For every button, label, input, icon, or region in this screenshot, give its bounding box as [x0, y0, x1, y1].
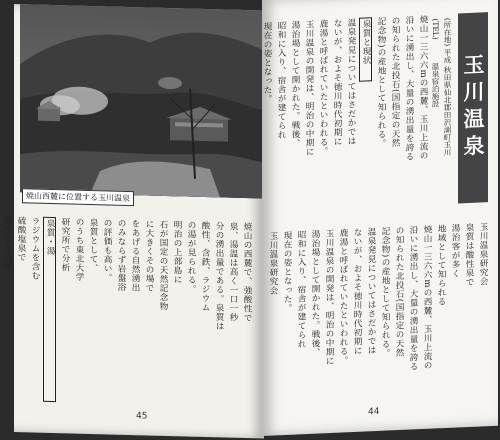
text-column: 温泉発見についてはさだかでは — [346, 17, 356, 146]
text-column: ラジウムを含む — [30, 216, 40, 281]
text-column: 酸性、含鉄、ラジウム — [200, 220, 210, 313]
facility-info: 温泉宿泊施設 — [431, 62, 440, 108]
hotspring-photo — [20, 4, 264, 198]
text-column: のみならず岩盤浴 — [116, 218, 126, 292]
text-column: 温泉発見についてはさだかでは — [366, 227, 376, 355]
right-lower-text-block — [267, 222, 488, 407]
text-column: のうち東北大学 — [74, 217, 84, 282]
text-column: の湯が見られる。 — [186, 220, 196, 294]
mountain-landscape-image — [20, 4, 264, 198]
text-column: 湯治客が多く — [450, 223, 460, 279]
right-upper-text-block — [261, 15, 428, 212]
text-column: の評価も高い。 — [102, 218, 112, 283]
page-number-left: 45 — [136, 411, 148, 422]
text-column: 沿いに湧出し、大量の湧出量を誇る — [404, 15, 414, 162]
text-column: 玉川温泉の開発は、明治の中期に — [324, 228, 334, 366]
page-number-right: 44 — [368, 406, 380, 418]
text-column: 記念物)の産地として知られる。 — [380, 226, 390, 359]
text-column: 焼山の西麓で、強酸性で — [242, 221, 252, 323]
text-column: 鹿湯と呼ばれていたといわれる。 — [318, 19, 328, 157]
section-head-genjo: 泉質と現状 — [359, 17, 372, 82]
text-column: の知られた北投石(国指定の天然 — [394, 225, 404, 358]
text-column: をあげる自然湧出 — [130, 219, 140, 293]
text-column: 泉、湯温は高く一口一秒 — [228, 221, 238, 322]
text-column: 現在の姿となった。 — [282, 230, 292, 314]
tel-info: (TEL) — [431, 18, 440, 40]
text-column: 現在の姿となった。 — [262, 21, 272, 104]
location-info: (所在地) 平成 秋田県仙北郡田沢湖町玉川 — [443, 17, 452, 157]
text-column: 明治の上部島に — [172, 220, 182, 285]
text-column: 焼山一三六六mの西麓、玉川上流の — [422, 224, 432, 371]
photo-caption: 焼山西麓に位置する玉川温泉 — [22, 188, 134, 206]
left-page — [2, 4, 264, 439]
text-column: 焼山一三六六mの西麓、玉川上流の — [418, 14, 428, 161]
text-column: 昭和に入り、宿舎が建てられ — [296, 230, 306, 349]
text-column: 玉川温泉研究会 — [268, 231, 278, 296]
text-column: 硫酸塩泉で — [16, 216, 26, 262]
text-column: 湯治場として開かれた。戦後、 — [310, 229, 320, 358]
text-column: 玉川温泉の開発は、明治の中期に — [304, 19, 314, 157]
text-column: 研究所で分析 — [60, 217, 70, 273]
text-column: 湯治場として開かれた。戦後、 — [290, 20, 300, 149]
section-head-izumi: 泉質・湯 — [43, 217, 56, 402]
text-column: 玉川温泉研究会 — [478, 222, 488, 287]
right-page — [262, 0, 498, 436]
text-column: に大きくその場で — [144, 219, 154, 293]
text-column: 地域として知られる — [436, 223, 446, 307]
text-column: の知られた北投石(国指定の天然 — [390, 15, 400, 148]
left-text-block — [1, 216, 252, 408]
text-column: 鹿湯と呼ばれていたといわれる。 — [338, 228, 348, 366]
text-column: 記念物)の産地として知られる。 — [376, 16, 386, 149]
text-column: 石が国定の天然記念物 — [158, 219, 168, 312]
text-column: ないが、およそ徳川時代初期に — [352, 227, 362, 356]
text-column: 泉質は酸性泉で — [464, 222, 474, 287]
text-column: ないが、およそ徳川時代初期に — [332, 18, 342, 147]
text-column: 温度は九八度 — [2, 215, 12, 271]
text-column: 分の湧出量である。泉質は — [214, 221, 224, 331]
text-column: 昭和に入り、宿舎が建てられ — [276, 20, 286, 140]
text-column: 泉質として、 — [88, 217, 98, 273]
chapter-title: 玉川温泉 — [458, 12, 488, 203]
text-column: 沿いに湧出し、大量の湧出量を誇る — [408, 225, 418, 372]
